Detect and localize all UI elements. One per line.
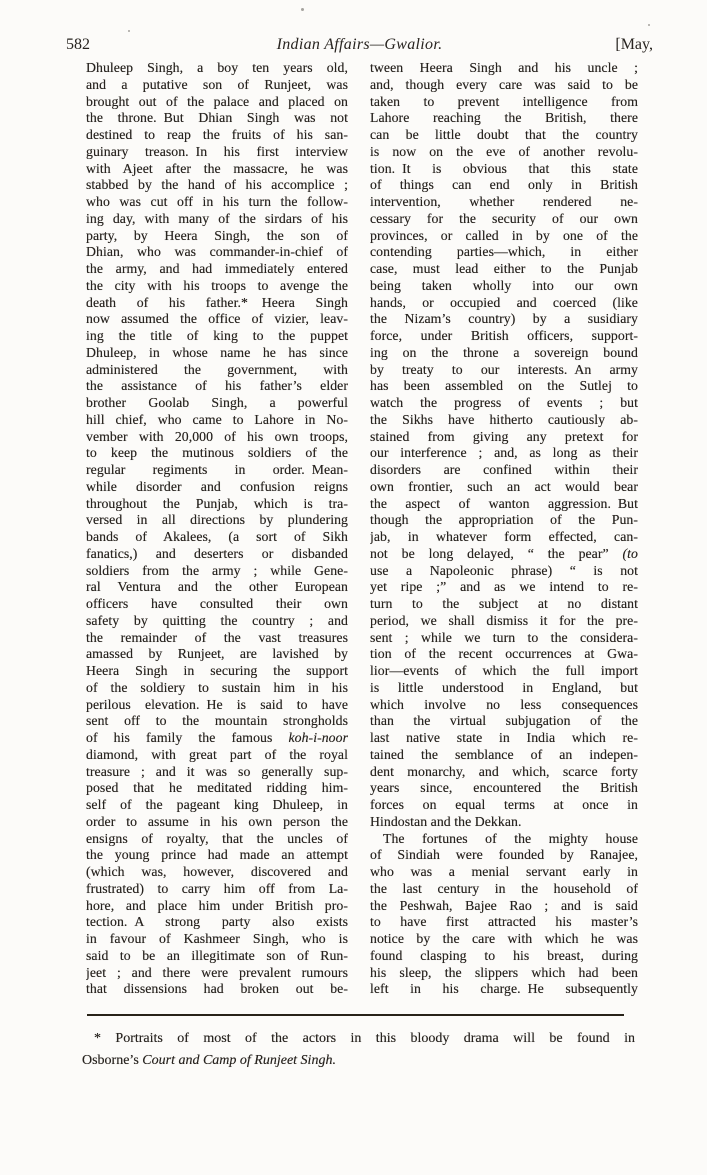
text-line: death of his father.* Heera Singh xyxy=(86,294,348,310)
running-head xyxy=(66,36,653,56)
text-line: administered the government, with xyxy=(86,361,348,377)
text-line: found clasping to his breast, during xyxy=(370,947,638,963)
text-line: ral Ventura and the other European xyxy=(86,579,348,595)
text-line: Heera Singh in securing the support xyxy=(86,663,348,678)
footnote-line-1: * Portraits of most of the actors in this bloody drama will be found in xyxy=(94,1031,635,1046)
text-line: the Sikhs have hitherto cautiously ab- xyxy=(370,411,638,427)
text-line: Dhian, who was commander-in-chief of xyxy=(86,244,348,260)
left-column xyxy=(86,60,348,998)
text-line: party, by Heera Singh, the son of xyxy=(86,227,348,243)
italic-text: (to xyxy=(622,545,638,561)
footnote xyxy=(82,1028,635,1072)
text-line: tained the semblance of an indepen- xyxy=(370,746,638,762)
right-column xyxy=(370,60,638,998)
text-line: and, though every care was said to be xyxy=(370,76,638,92)
text-line: forces on equal terms at once in xyxy=(370,797,638,812)
italic-text: koh-i-noor xyxy=(288,730,348,745)
text-line: tion of the recent occurrences at Gwa- xyxy=(370,646,638,662)
text-line: tection. A strong party also exists xyxy=(86,914,348,930)
text-line: fanatics,) and deserters or disbanded xyxy=(86,545,348,561)
text-line: dent monarchy, and which, scarce forty xyxy=(370,763,638,779)
issue-date: [May, xyxy=(615,36,653,53)
text-line: vember with 20,000 of his own troops, xyxy=(86,428,348,444)
text-line: regular regiments in order. Mean- xyxy=(86,462,348,477)
text-line: ing on the throne a sovereign bound xyxy=(370,344,638,360)
text-line: his sleep, the slippers which had been xyxy=(370,964,638,980)
text-line: to keep the mutinous soldiers of the xyxy=(86,445,348,461)
text-line: safety by quitting the country ; and xyxy=(86,612,348,628)
text-line: of the soldiery to sustain him in his xyxy=(86,679,348,695)
text-line: now assumed the office of vizier, leav- xyxy=(86,311,348,327)
text-line: own frontier, such an act would bear xyxy=(370,478,638,494)
text-line: self of the pageant king Dhuleep, in xyxy=(86,797,348,812)
text-line: treasure ; and it was so generally sup- xyxy=(86,763,348,779)
text-line: last native state in India which re- xyxy=(370,730,638,745)
text-line: of his family the famous koh-i-noor xyxy=(86,730,348,745)
text-line: period, we shall dismiss it for the pre- xyxy=(370,612,638,628)
text-line: Lahore reaching the British, there xyxy=(370,110,638,126)
text-line: sent off to the mountain strongholds xyxy=(86,713,348,729)
text-line: in favour of Kashmeer Singh, who is xyxy=(86,931,348,946)
text-columns xyxy=(86,60,638,998)
text-line: not be long delayed, “ the pear” (to xyxy=(370,545,638,561)
text-line: that dissensions had broken out be- xyxy=(86,981,348,997)
text-line: brought out of the palace and placed on xyxy=(86,93,348,109)
footnote-author: Osborne’s xyxy=(82,1053,143,1068)
text-line: our interference ; and, as long as their xyxy=(370,445,638,461)
text-line: jeet ; and there were prevalent rumours xyxy=(86,964,348,980)
text-line: jab, in whatever form effected, can- xyxy=(370,529,638,544)
text-line: intervention, whether rendered ne- xyxy=(370,194,638,209)
text-line: which involve no less consequences xyxy=(370,696,638,712)
text-line: disorders are confined within their xyxy=(370,462,638,477)
text-line: who was cut off in his turn the follow- xyxy=(86,194,348,209)
text-line: while disorder and confusion reigns xyxy=(86,478,348,494)
text-line: the last century in the household of xyxy=(370,880,638,896)
text-line: sent ; while we turn to the considera- xyxy=(370,629,638,645)
text-line: The fortunes of the mighty house xyxy=(383,830,638,846)
text-line: the young prince had made an attempt xyxy=(86,847,348,863)
text-line: years since, encountered the British xyxy=(370,780,638,796)
text-line: tion. It is obvious that this state xyxy=(370,160,638,176)
text-line: throughout the Punjab, which is tra- xyxy=(86,495,348,511)
text-line: has been assembled on the Sutlej to xyxy=(370,378,638,394)
text-line: and a putative son of Runjeet, was xyxy=(86,76,348,92)
text-line: stained from giving any pretext for xyxy=(370,428,638,444)
text-line: stabbed by the hand of his accomplice ; xyxy=(86,177,348,193)
text-line: posed that he meditated ridding him- xyxy=(86,780,348,796)
text-line: case, must lead either to the Punjab xyxy=(370,261,638,276)
text-line: frustrated) to carry him off from La- xyxy=(86,880,348,896)
text-line: order to assume in his own person the xyxy=(86,813,348,829)
text-line: Dhuleep, in whose name he has since xyxy=(86,344,348,360)
text-line: notice by the care with which he was xyxy=(370,931,638,946)
text-line: the assistance of his father’s elder xyxy=(86,378,348,394)
text-line: amassed by Runjeet, are lavished by xyxy=(86,646,348,662)
text-line: the army, and had immediately entered xyxy=(86,261,348,276)
text-line: Dhuleep Singh, a boy ten years old, xyxy=(86,60,348,75)
text-line: ing day, with many of the sirdars of his xyxy=(86,210,348,226)
text-line: the Nizam’s country) by a susidiary xyxy=(370,311,638,327)
text-line: diamond, with great part of the royal xyxy=(86,746,348,762)
text-line: said to be an illegitimate son of Run- xyxy=(86,947,348,963)
text-line: of things can end only in British xyxy=(370,177,638,193)
footnote-line-2 xyxy=(82,1050,635,1072)
text-line: lior—events of which the full import xyxy=(370,663,638,678)
text-line: with Ajeet after the massacre, he was xyxy=(86,160,348,176)
scan-artifact xyxy=(648,24,650,26)
text-line: contending parties—which, in either xyxy=(370,244,638,260)
text-line: turn to the subject at no distant xyxy=(370,596,638,611)
scan-artifact xyxy=(128,30,130,32)
text-line: ing the title of king to the puppet xyxy=(86,328,348,343)
text-line: though the appropriation of the Pun- xyxy=(370,512,638,528)
text-line: hill chief, who came to Lahore in No- xyxy=(86,411,348,427)
text-line: Hindostan and the Dekkan. xyxy=(370,813,522,829)
text-line: perilous elevation. He is said to have xyxy=(86,696,348,712)
text-line: the city with his troops to avenge the xyxy=(86,277,348,293)
text-line: the Peshwah, Bajee Rao ; and is said xyxy=(370,897,638,913)
text-line: taken to prevent intelligence from xyxy=(370,93,638,109)
text-line: tween Heera Singh and his uncle ; xyxy=(370,60,638,75)
text-line: cessary for the security of our own xyxy=(370,210,638,226)
scan-artifact xyxy=(301,8,304,11)
text-line: soldiers from the army ; while Gene- xyxy=(86,562,348,578)
text-line: is little understood in England, but xyxy=(370,679,638,695)
text-line: officers have consulted their own xyxy=(86,596,348,611)
text-line: who was a menial servant early in xyxy=(370,864,638,879)
text-line: ensigns of royalty, that the uncles of xyxy=(86,830,348,846)
text-line: use a Napoleonic phrase) “ is not xyxy=(370,562,638,578)
page-number: 582 xyxy=(66,36,90,53)
text-line: watch the progress of events ; but xyxy=(370,395,638,410)
text-line: hore, and place him under British pro- xyxy=(86,897,348,913)
text-line: can be little doubt that the country xyxy=(370,127,638,142)
text-line: (which was, however, discovered and xyxy=(86,864,348,879)
text-line: yet ripe ;” and as we intend to re- xyxy=(370,579,638,595)
text-line: of Sindiah were founded by Ranajee, xyxy=(370,847,638,863)
text-line: to have first attracted his master’s xyxy=(370,914,638,930)
text-line: is now on the eve of another revolu- xyxy=(370,143,638,159)
text-line: brother Goolab Singh, a powerful xyxy=(86,395,348,410)
text-line: force, under British officers, support- xyxy=(370,328,638,343)
text-line: provinces, or called in by one of the xyxy=(370,227,638,243)
text-line: being taken wholly into our own xyxy=(370,277,638,293)
text-line: left in his charge. He subsequently xyxy=(370,981,638,997)
text-line: the remainder of the vast treasures xyxy=(86,629,348,645)
footnote-divider-rule xyxy=(87,1014,624,1016)
footnote-book-title: Court and Camp of Runjeet Singh. xyxy=(142,1053,336,1068)
text-line: guinary treason. In his first interview xyxy=(86,143,348,159)
text-line: destined to reap the fruits of his san- xyxy=(86,127,348,142)
text-line: hands, or occupied and coerced (like xyxy=(370,294,638,310)
text-line: by treaty to our interests. An army xyxy=(370,361,638,377)
text-line: the throne. But Dhian Singh was not xyxy=(86,110,348,126)
text-line: than the virtual subjugation of the xyxy=(370,713,638,729)
running-title: Indian Affairs—Gwalior. xyxy=(276,36,443,53)
text-line: bands of Akalees, (a sort of Sikh xyxy=(86,529,348,544)
text-line: versed in all directions by plundering xyxy=(86,512,348,528)
text-line: the aspect of wanton aggression. But xyxy=(370,495,638,511)
